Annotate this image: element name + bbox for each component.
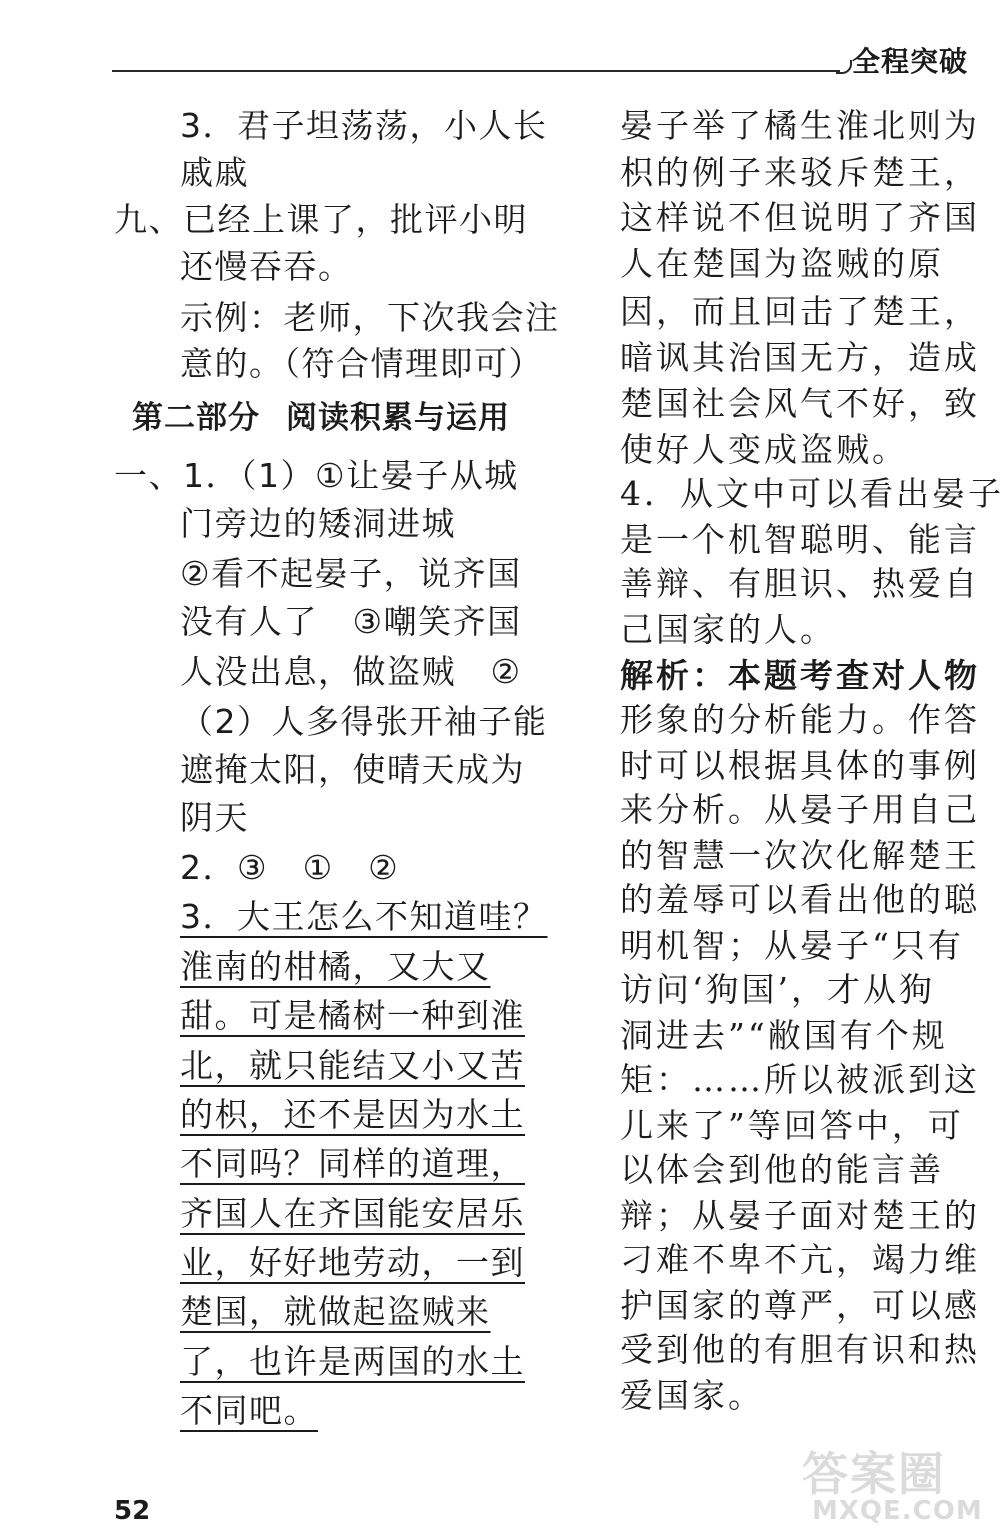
answer-line: 晏子举了橘生淮北则为 <box>620 106 980 145</box>
answer-line: 这样说不但说明了齐国 <box>620 198 980 237</box>
answer-line: 4．从文中可以看出晏子 <box>620 474 1004 513</box>
answer-line: 爱国家。 <box>620 1376 764 1415</box>
answer-line: ②看不起晏子，说齐国 <box>180 554 522 593</box>
answer-line: 因，而且回击了楚王， <box>620 292 980 331</box>
answer-line: 访问‘狗国’，才从狗 <box>620 970 935 1009</box>
underlined-answer-line: 甜。可是橘树一种到淮 <box>180 996 525 1035</box>
answer-line: 受到他的有胆有识和热 <box>620 1330 980 1369</box>
underlined-answer-line: 3．大王怎么不知道哇？ <box>180 897 548 936</box>
answer-line: 阴天 <box>180 798 249 837</box>
answer-line: 形象的分析能力。作答 <box>620 700 980 739</box>
answer-line: 九、已经上课了，批评小明 <box>114 200 528 239</box>
analysis-line: 解析：本题考查对人物 <box>620 656 980 695</box>
answer-line: 戚戚 <box>180 153 249 192</box>
header-rule-hook <box>836 60 852 74</box>
underlined-answer-line: 不同吗？同样的道理， <box>180 1144 525 1183</box>
answer-line: 护国家的尊严，可以感 <box>620 1286 980 1325</box>
answer-line: 意的。（符合情理即可） <box>180 344 543 383</box>
underlined-answer-line: 的枳，还不是因为水土 <box>180 1095 525 1134</box>
answer-line: 辩；从晏子面对楚王的 <box>620 1196 980 1235</box>
watermark-logo <box>798 1438 986 1530</box>
underlined-answer-line: 不同吧。 <box>180 1391 318 1430</box>
underlined-answer-line: 齐国人在齐国能安居乐 <box>180 1194 525 1233</box>
answer-line: 的羞辱可以看出他的聪 <box>620 880 980 919</box>
answer-line: 刁难不卑不亢，竭力维 <box>620 1240 980 1279</box>
section-part: 第二部分 <box>132 400 260 436</box>
answer-line: 2．③ ① ② <box>180 848 400 887</box>
watermark-url: MXQE.COM <box>812 1496 983 1526</box>
answer-line: 人在楚国为盗贼的原 <box>620 244 944 283</box>
answer-line: 楚国社会风气不好，致 <box>620 384 980 423</box>
answer-line: 的智慧一次次化解楚王 <box>620 836 980 875</box>
answer-line: 人没出息，做盗贼 ② <box>180 652 522 691</box>
page-number: 52 <box>114 1496 151 1526</box>
answer-line: 明机智；从晏子“只有 <box>620 926 964 965</box>
answer-line: 洞进去”“敝国有个规 <box>620 1016 948 1055</box>
answer-line: 己国家的人。 <box>620 610 836 649</box>
underlined-answer-line: 淮南的柑橘，又大又 <box>180 947 491 986</box>
answer-line: 枳的例子来驳斥楚王， <box>620 153 980 192</box>
answer-line: 遮掩太阳，使晴天成为 <box>180 750 525 789</box>
answer-line: 矩：……所以被派到这 <box>620 1060 980 1099</box>
underlined-answer-line: 楚国，就做起盗贼来 <box>180 1292 491 1331</box>
answer-line: 善辩、有胆识、热爱自 <box>620 564 980 603</box>
answer-line: 没有人了 ③嘲笑齐国 <box>180 602 522 641</box>
answer-line: 一、1．（1）①让晏子从城 <box>114 456 519 495</box>
underlined-answer-line: 业，好好地劳动，一到 <box>180 1243 525 1282</box>
answer-line: 儿来了”等回答中，可 <box>620 1106 964 1145</box>
answer-line: 使好人变成盗贼。 <box>620 430 908 469</box>
answer-line: 还慢吞吞。 <box>180 247 353 286</box>
answer-line: 来分析。从晏子用自己 <box>620 790 980 829</box>
section-title: 阅读积累与运用 <box>286 400 510 436</box>
header-title: 全程突破 <box>852 45 969 78</box>
section-heading <box>132 396 510 442</box>
answer-line: 是一个机智聪明、能言 <box>620 520 980 559</box>
answer-line: 3．君子坦荡荡，小人长 <box>180 106 548 145</box>
underlined-answer-line: 了，也许是两国的水土 <box>180 1342 525 1381</box>
answer-line: 暗讽其治国无方，造成 <box>620 338 980 377</box>
answer-line: 以体会到他的能言善 <box>620 1150 944 1189</box>
answer-line: 门旁边的矮洞进城 <box>180 504 456 543</box>
answer-line: （2）人多得张开袖子能 <box>180 702 548 741</box>
underlined-answer-line: 北，就只能结又小又苦 <box>180 1046 525 1085</box>
answer-line: 时可以根据具体的事例 <box>620 746 980 785</box>
header-rule <box>112 70 840 72</box>
watermark-text: 答案圈 <box>802 1447 946 1501</box>
answer-line: 示例：老师，下次我会注 <box>180 298 560 337</box>
